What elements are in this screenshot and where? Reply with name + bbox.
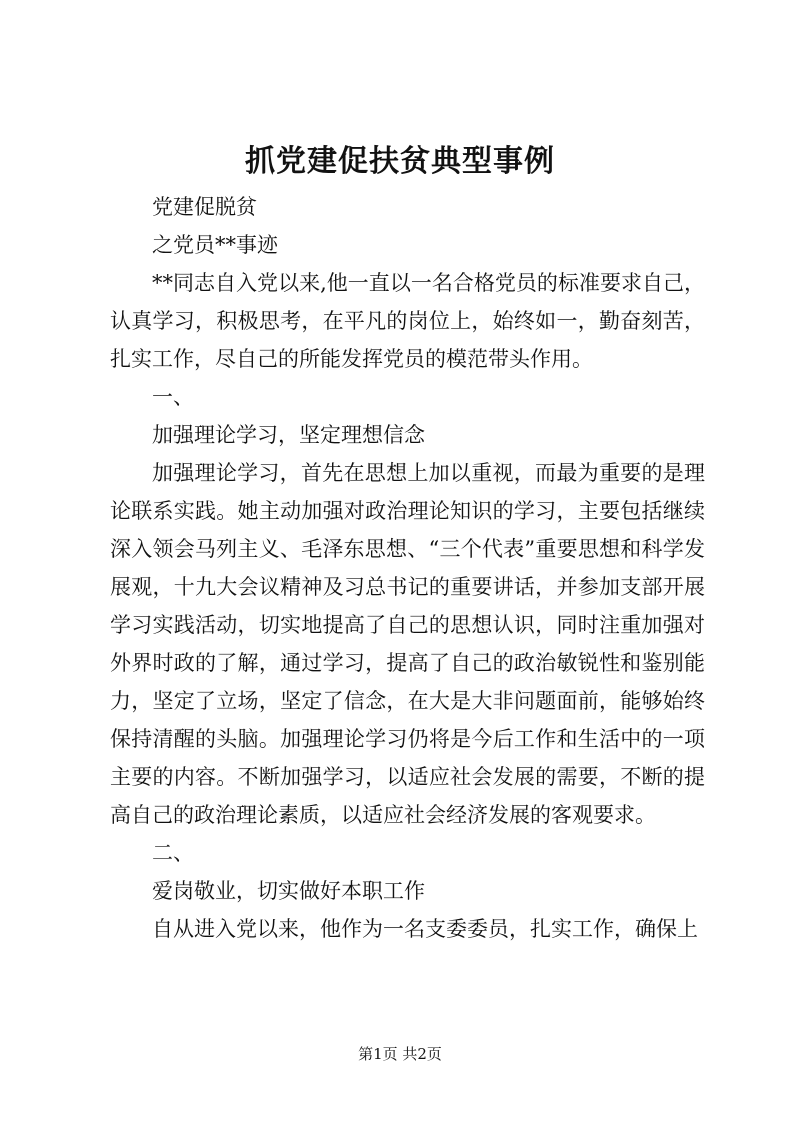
section-heading-1: 加强理论学习，坚定理想信念: [152, 423, 425, 447]
section-paragraph-1: 加强理论学习，首先在思想上加以重视，而最为重要的是理论联系实践。她主动加强对政治理论知识的学习，主要包括继续深入领会马列主义、毛泽东思想、“三个代表”重要思想和科学发展观，十九大会议精神及习总书记的重要讲话，并参加支部开展学习实践活动，切实地提高了自己的思想认识，同时注重加强对外界时政的了解，通过学习，提高了自己的政治敏锐性和鉴别能力，坚定了立场，坚定了信念，在大是大非问题面前，能够始终保持清醒的头脑。加强理论学习仍将是今后工作和生活中的一项主要的内容。不断加强学习，以适应社会发展的需要，不断的提高自己的政治理论素质，以适应社会经济发展的客观要求。: [110, 461, 705, 827]
section-number-1: 一、: [152, 385, 194, 409]
document-body: [110, 188, 705, 948]
page-footer: 第1页 共2页: [358, 1045, 442, 1063]
subtitle-line-1: 党建促脱贫: [152, 195, 257, 219]
section-paragraph-2: 自从进入党以来，他作为一名支委委员，扎实工作，确保上: [152, 917, 698, 941]
intro-paragraph: **同志自入党以来,他一直以一名合格党员的标准要求自己，认真学习，积极思考，在平凡的岗位上，始终如一，勤奋刻苦，扎实工作，尽自己的所能发挥党员的模范带头作用。: [110, 271, 705, 371]
document-title: 抓党建促扶贫典型事例: [245, 144, 555, 179]
subtitle-line-2: 之党员**事迹: [152, 233, 278, 257]
section-heading-2: 爱岗敬业，切实做好本职工作: [152, 879, 425, 903]
section-number-2: 二、: [152, 841, 194, 865]
